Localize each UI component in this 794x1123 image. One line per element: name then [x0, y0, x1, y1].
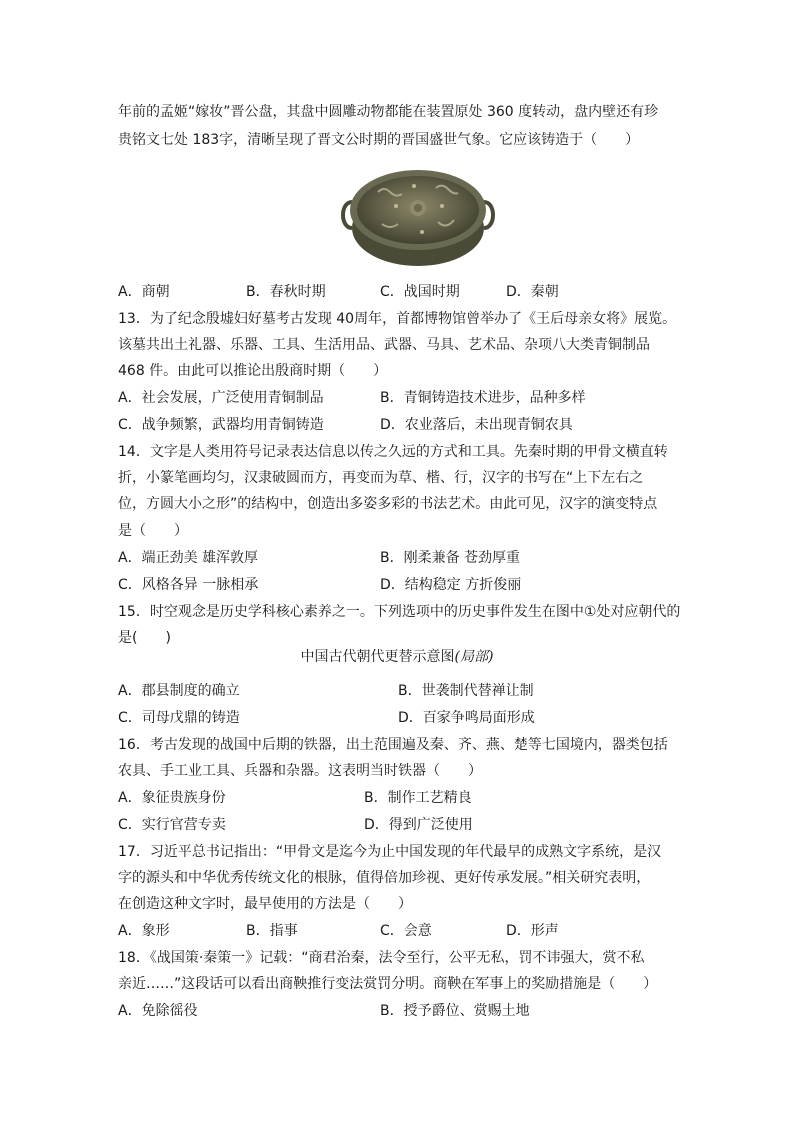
- question-17-line-1: 17．习近平总书记指出：“甲骨文是迄今为止中国发现的年代最早的成熟文字系统，是汉: [118, 844, 662, 860]
- question-14-line-1: 14．文字是人类用符号记录表达信息以传之久远的方式和工具。先秦时期的甲骨文横直转: [118, 444, 668, 460]
- question-16-line-2: 农具、手工业工具、兵器和杂器。这表明当时铁器（ ）: [118, 763, 482, 779]
- question-17-line-3: 在创造这种文字时，最早使用的方法是（ ）: [118, 896, 412, 912]
- question-12-text-line-2: 贵铭文七处 183字，清晰呈现了晋文公时期的晋国盛世气象。它应该铸造于（ ）: [118, 132, 640, 148]
- question-12-text-line-1: 年前的孟姬“嫁妆”晋公盘，其盘中圆雕动物都能在装置原处 360 度转动，盘内壁还有珍: [118, 104, 659, 120]
- option-d: D．秦朝: [506, 284, 559, 300]
- option-b: B．刚柔兼备 苍劲厚重: [380, 550, 521, 566]
- question-14-line-3: 位，方圆大小之形”的结构中，创造出多姿多彩的书法艺术。由此可见，汉字的演变特点: [118, 496, 658, 512]
- option-c: C．司母戊鼎的铸造: [118, 710, 240, 726]
- option-c: C．战国时期: [380, 284, 460, 300]
- option-d: D．农业落后，未出现青铜农具: [380, 417, 573, 433]
- option-a: A．象征贵族身份: [118, 790, 226, 806]
- option-d: D．形声: [506, 923, 559, 939]
- option-c: C．战争频繁，武器均用青铜铸造: [118, 417, 324, 433]
- question-14-line-2: 折，小篆笔画均匀，汉隶破圆而方，再变而为草、楷、行，汉字的书写在“上下左右之: [118, 470, 644, 486]
- option-d: D．百家争鸣局面形成: [398, 710, 535, 726]
- option-b: B．授予爵位、赏赐土地: [380, 1003, 530, 1019]
- option-a: A．象形: [118, 923, 170, 939]
- figure-caption-main: 中国古代朝代更替示意图: [300, 649, 455, 665]
- option-a: A．端正劲美 雄浑敦厚: [118, 550, 259, 566]
- option-b: B．青铜铸造技术进步，品种多样: [380, 390, 586, 406]
- option-d: D．得到广泛使用: [364, 817, 473, 833]
- option-a: A．免除徭役: [118, 1003, 198, 1019]
- question-13-line-2: 该墓共出土礼器、乐器、工具、生活用品、武器、马具、艺术品、杂项八大类青铜制品: [118, 337, 650, 353]
- option-b: B．世袭制代替禅让制: [398, 683, 534, 699]
- option-b: B．指事: [246, 923, 298, 939]
- bronze-plate-image: [338, 162, 498, 272]
- question-15-line-2: 是( ): [118, 630, 171, 646]
- option-a: A．商朝: [118, 284, 170, 300]
- option-d: D．结构稳定 方折俊丽: [380, 577, 522, 593]
- question-17-line-2: 字的源头和中华优秀传统文化的根脉，值得倍加珍视、更好传承发展。”相关研究表明，: [118, 870, 651, 886]
- option-c: C．实行官营专卖: [118, 817, 226, 833]
- option-a: A．社会发展，广泛使用青铜制品: [118, 390, 324, 406]
- question-13-line-1: 13．为了纪念殷墟妇好墓考古发现 40周年，首都博物馆曾举办了《王后母亲女将》展览。: [118, 311, 677, 327]
- option-c: C．风格各异 一脉相承: [118, 577, 259, 593]
- figure-caption-sub: (局部): [454, 649, 494, 665]
- question-16-line-1: 16．考古发现的战国中后期的铁器，出土范围遍及秦、齐、燕、楚等七国境内，器类包括: [118, 737, 668, 753]
- question-18-line-1: 18．《战国策·秦策一》记载：“商君治秦，法令至行，公平无私，罚不讳强大，赏不私: [118, 950, 645, 966]
- question-13-line-3: 468 件。由此可以推论出殷商时期（ ）: [118, 363, 388, 379]
- option-b: B．春秋时期: [246, 284, 326, 300]
- figure-caption: [0, 646, 794, 666]
- question-14-line-4: 是（ ）: [118, 523, 188, 539]
- option-a: A．郡县制度的确立: [118, 683, 240, 699]
- option-c: C．会意: [380, 923, 432, 939]
- question-15-line-1: 15．时空观念是历史学科核心素养之一。下列选项中的历史事件发生在图中①处对应朝代的: [118, 604, 681, 620]
- option-b: B．制作工艺精良: [364, 790, 472, 806]
- question-18-line-2: 亲近……”这段话可以看出商鞅推行变法赏罚分明。商鞅在军事上的奖励措施是（ ）: [118, 976, 658, 992]
